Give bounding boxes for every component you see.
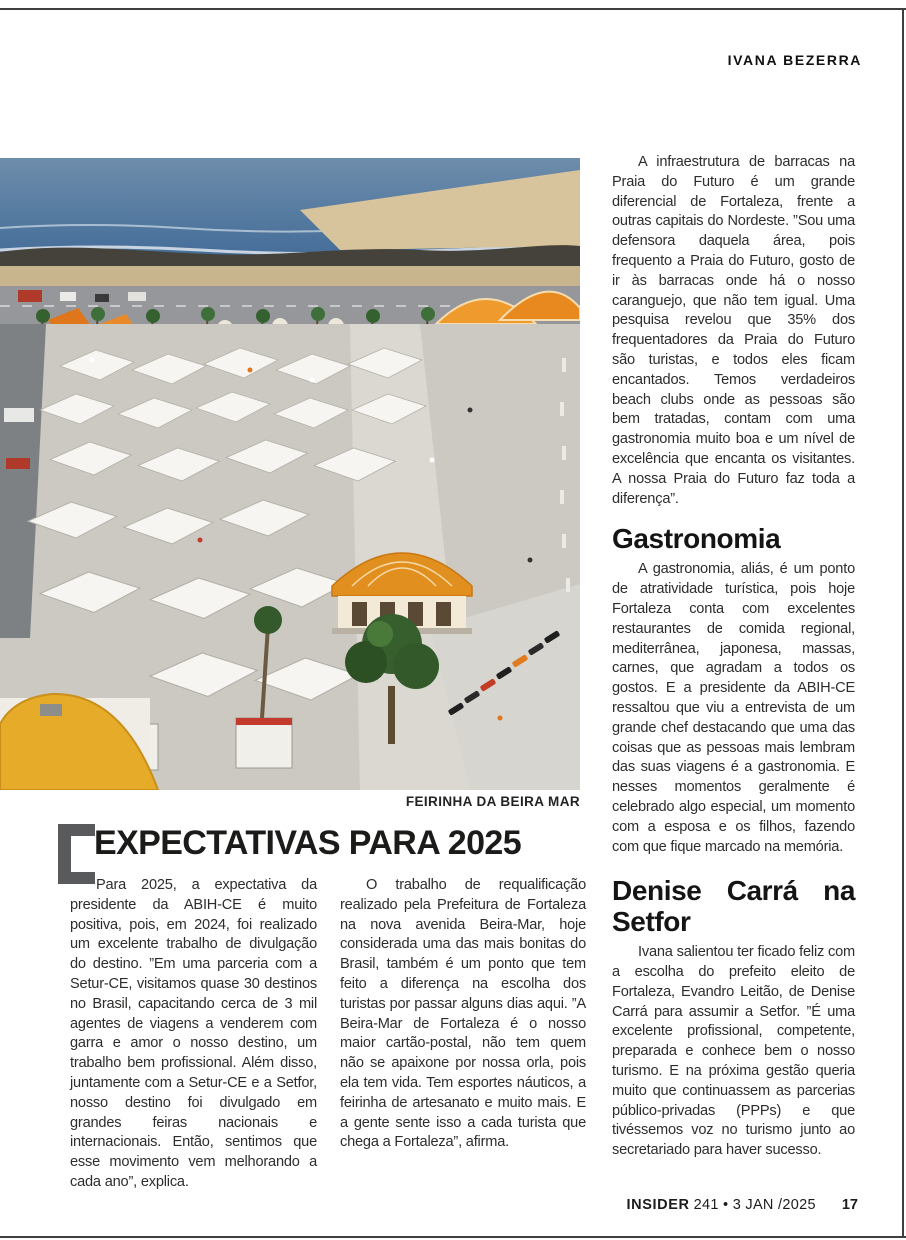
subheading-gastronomia: Gastronomia bbox=[612, 523, 781, 555]
paragraph: A gastronomia, aliás, é um ponto de atratividade turística, pois hoje Fortaleza conta com excelentes restaurantes de comida regional, mediterrânea, japonesa, massas, carnes, que agradam a todos os gostos. E a presidente da ABIH-CE ressaltou que viu a entrevista de um grande chef destacando que uma das coisas que as pessoas mais lembram das suas viagens é a gastronomia. E nesses momentos geralmente é celebrado algo especial, um momento com a esposa e os filhos, fazendo com que fique marcado na memória. bbox=[612, 561, 855, 855]
article-headline: EXPECTATIVAS PARA 2025 bbox=[94, 824, 522, 862]
page-footer bbox=[627, 1197, 858, 1213]
page-border-right bbox=[902, 8, 904, 1238]
page-border-top bbox=[0, 8, 906, 10]
subheading-denise-carra: Denise Carrá na Setfor bbox=[612, 875, 855, 938]
beach-market-illustration bbox=[0, 158, 580, 790]
page-border-bottom bbox=[0, 1236, 906, 1238]
bracket-ornament bbox=[58, 824, 95, 884]
paragraph: O trabalho de requalificação realizado pela Prefeitura de Fortaleza na nova avenida Beira-Mar, hoje considerada uma das mais bonitas do Brasil, também é um ponto que tem feito a diferença na escolha dos turistas por passar alguns dias aqui. ”A Beira-Mar de Fortaleza é o nosso maior cartão-postal, não tem quem não se apaixone por nossa orla, pois ela tem vida. Tem esportes náuticos, a feirinha de artesanato e muito mais. E a gente sente isso a cada turista que chega a Fortaleza”, afirma. bbox=[340, 877, 586, 1151]
paragraph: Para 2025, a expectativa da presidente da ABIH-CE é muito positiva, pois, em 2024, foi realizado um excelente trabalho de divulgação do destino. ”Em uma parceria com a Setur-CE, visitamos quase 30 destinos no Brasil, capacitando cerca de 3 mil agentes de viagens a venderem com garra e amor o nosso destino, um trabalho bem profissional. Além disso, juntamente com a Setur-CE e a Setfor, nosso destino foi divulgado em grandes feiras nacionais e internacionais. Então, sentimos que esse movimento vem melhorando a cada ano”, explica. bbox=[70, 877, 317, 1190]
author-byline: IVANA BEZERRA bbox=[727, 52, 862, 68]
photo-caption: FEIRINHA DA BEIRA MAR bbox=[405, 794, 580, 809]
issue-and-date: 241 • 3 JAN /2025 bbox=[693, 1197, 816, 1213]
feirinha-photo bbox=[0, 158, 580, 790]
page-number: 17 bbox=[841, 1197, 858, 1213]
paragraph: Ivana salientou ter ficado feliz com a escolha do prefeito eleito de Fortaleza, Evandro Leitão, de Denise Carrá para assumir a Setfor. ”É uma excelente profissional, competente, preparada e conhece bem o nosso turismo. E na próxima gestão queria muito que continuassem as parcerias público-privadas (PPPs) e que tivéssemos voz no turismo junto ao secretariado para haver sucesso. bbox=[612, 944, 855, 1159]
article-column-right bbox=[612, 153, 855, 1161]
magazine-brand: INSIDER bbox=[626, 1197, 690, 1213]
article-column-1 bbox=[70, 876, 317, 1193]
yellow-dome bbox=[0, 694, 158, 790]
paragraph: A infraestrutura de barracas na Praia do Futuro é um grande diferencial de Fortaleza, frente a outras capitais do Nordeste. ”Sou uma defensora daquela área, pois frequento a Praia do Futuro, gosto de ir às barracas onde há o nosso caranguejo, que não tem igual. Uma pesquisa revelou que 35% dos frequentadores da Praia do Futuro são turistas, e todos eles ficam encantados. Temos verdadeiros beach clubs onde as pessoas são bem tratadas, contam com uma gastronomia muito boa e um nível de excelência que encanta os visitantes. A nossa Praia do Futuro faz toda a diferença”. bbox=[612, 154, 855, 507]
article-column-2 bbox=[340, 876, 586, 1153]
